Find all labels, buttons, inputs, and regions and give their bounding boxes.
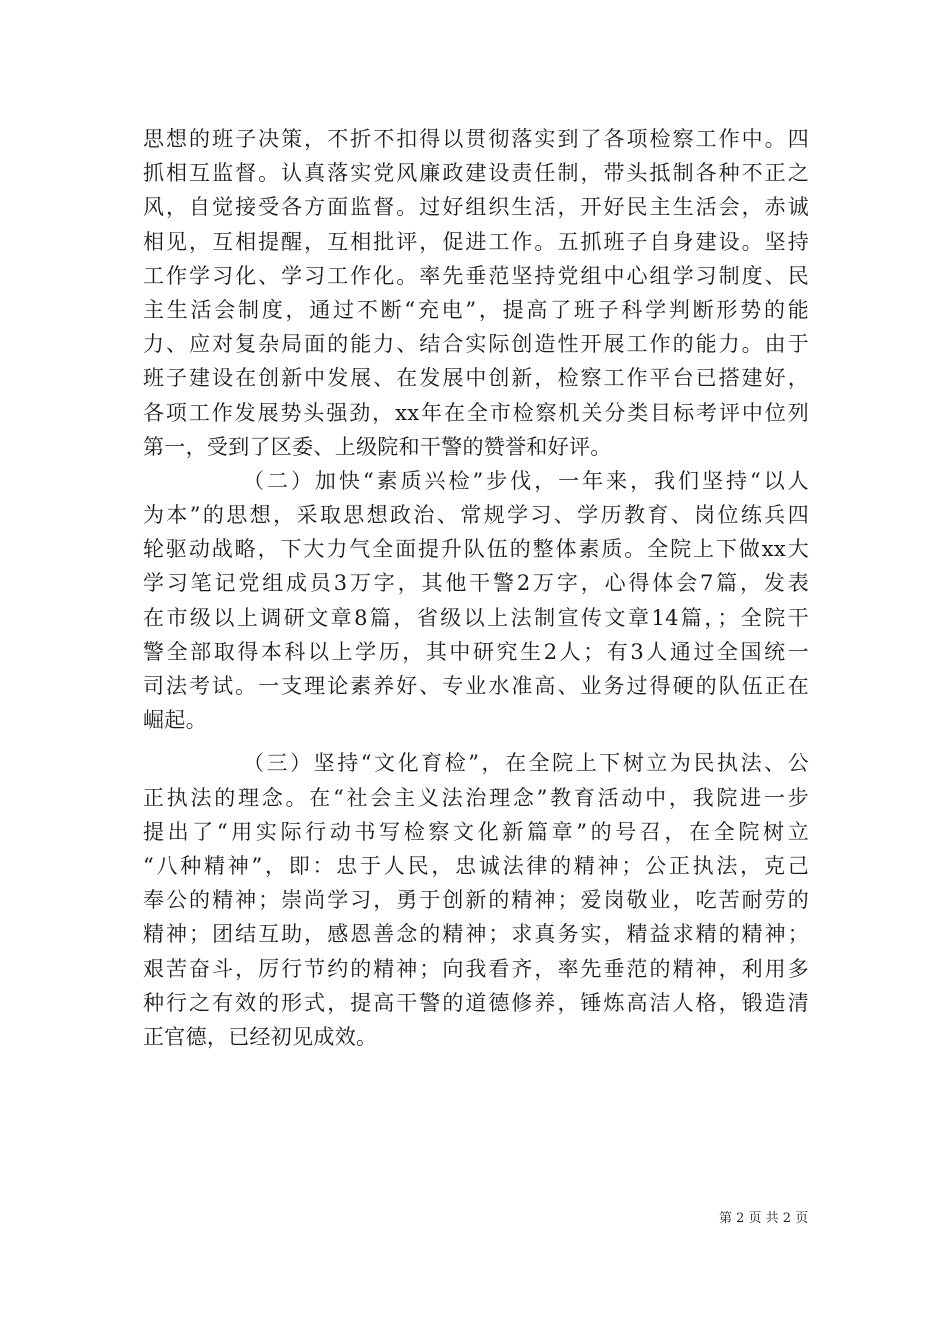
text-line: 轮驱动战略，下大力气全面提升队伍的整体素质。全院上下做xx大	[143, 537, 809, 562]
text-line: （二）加快“素质兴检”步伐，一年来，我们坚持“以人	[243, 468, 809, 493]
paragraph-1	[143, 122, 809, 464]
text-line: 艰苦奋斗，厉行节约的精神；向我看齐，率先垂范的精神，利用多	[143, 956, 809, 981]
text-line: 精神；团结互助，感恩善念的精神；求真务实，精益求精的精神；	[143, 922, 809, 947]
text-line: 思想的班子决策，不折不扣得以贯彻落实到了各项检察工作中。四	[143, 127, 809, 151]
text-line: 崛起。	[143, 708, 207, 733]
text-line: 种行之有效的形式，提高干警的道德修养，锤炼高洁人格，锻造清	[143, 990, 809, 1015]
text-line: 第一，受到了区委、上级院和干警的赞誉和好评。	[143, 434, 612, 459]
text-line: 力、应对复杂局面的能力、结合实际创造性开展工作的能力。由于	[143, 332, 809, 357]
text-line: 相见，互相提醒，互相批评，促进工作。五抓班子自身建设。坚持	[143, 229, 809, 254]
text-line: （三）坚持“文化育检”，在全院上下树立为民执法、公	[243, 751, 809, 776]
text-line: 抓相互监督。认真落实党风廉政建设责任制，带头抵制各种不正之	[143, 161, 809, 186]
text-line: 班子建设在创新中发展、在发展中创新，检察工作平台已搭建好，	[143, 366, 809, 391]
paragraph-3	[143, 746, 809, 1054]
text-line: 为本”的思想，采取思想政治、常规学习、学历教育、岗位练兵四	[143, 503, 809, 528]
document-body	[143, 122, 809, 1054]
paragraph-spacer	[143, 737, 809, 746]
text-line: “八种精神”，即：忠于人民，忠诚法律的精神；公正执法，克己	[143, 853, 809, 878]
text-line: 正官德，已经初见成效。	[143, 1024, 378, 1049]
page-number: 第 2 页 共 2 页	[719, 1211, 809, 1226]
text-line: 工作学习化、学习工作化。率先垂范坚持党组中心组学习制度、民	[143, 263, 809, 288]
text-line: 在市级以上调研文章8篇，省级以上法制宣传文章14篇，；全院干	[143, 605, 809, 630]
text-line: 学习笔记党组成员3万字，其他干警2万字，心得体会7篇，发表	[143, 571, 809, 596]
text-line: 司法考试。一支理论素养好、专业水准高、业务过得硬的队伍正在	[143, 674, 809, 698]
text-line: 提出了“用实际行动书写检察文化新篇章”的号召，在全院树立	[143, 819, 809, 844]
text-line: 警全部取得本科以上学历，其中研究生2人；有3人通过全国统一	[143, 639, 809, 664]
paragraph-2	[143, 464, 809, 738]
text-line: 各项工作发展势头强劲，xx年在全市检察机关分类目标考评中位列	[143, 400, 809, 425]
text-line: 主生活会制度，通过不断“充电”，提高了班子科学判断形势的能	[143, 297, 809, 322]
text-line: 奉公的精神；崇尚学习，勇于创新的精神；爱岗敬业，吃苦耐劳的	[143, 888, 809, 913]
text-line: 风，自觉接受各方面监督。过好组织生活，开好民主生活会，赤诚	[143, 195, 809, 220]
text-line: 正执法的理念。在“社会主义法治理念”教育活动中，我院进一步	[143, 785, 809, 810]
